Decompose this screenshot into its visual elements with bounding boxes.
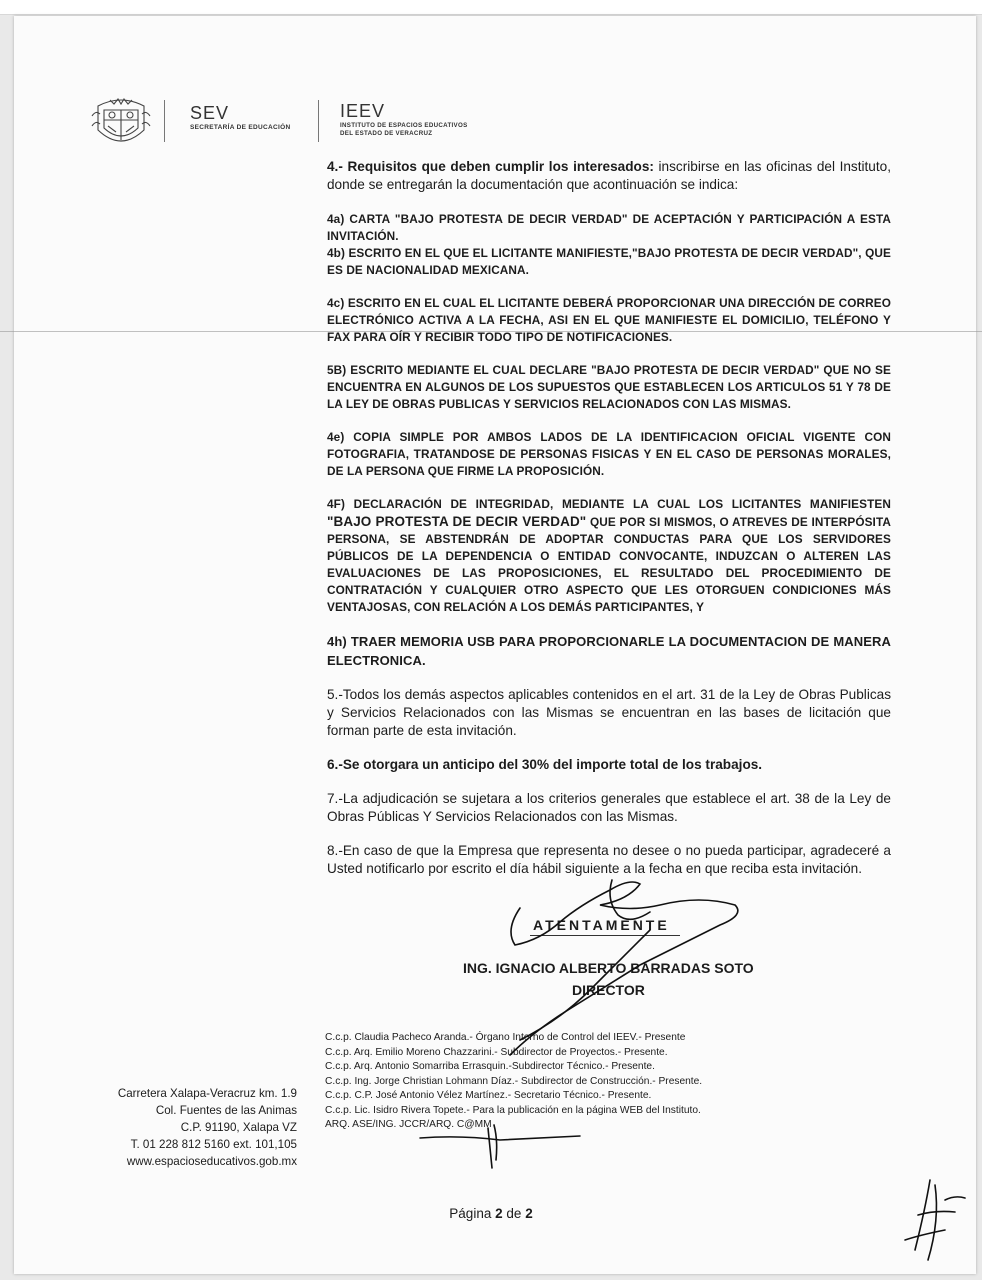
section-7: 7.-La adjudicación se sujetara a los criterios generales que establece el art. 38 de la Ley de Obras Públicas Y Servicios Relacionados con las Mismas. — [327, 791, 891, 824]
header-divider — [164, 100, 165, 142]
section-5: 5.-Todos los demás aspectos aplicables contenidos en el art. 31 de la Ley de Obras Publicas y Servicios Relacionados con las Mismas se encuentran en las bases de licitación que forman parte de esta invitación. — [327, 687, 891, 738]
section-4e: 4e) COPIA SIMPLE POR AMBOS LADOS DE LA IDENTIFICACION OFICIAL VIGENTE CON FOTOGRAFIA, TRATANDOSE DE PERSONAS FISICAS Y EN EL CASO DE PERSONAS MORALES, DE LA PERSONA QUE FIRME LA PROPOSICIÓN. — [327, 430, 891, 478]
signer-name: ING. IGNACIO ALBERTO BARRADAS SOTO — [463, 960, 754, 976]
ieev-title: IEEV — [340, 101, 386, 121]
ccp-list — [325, 1031, 702, 1133]
address-line: Col. Fuentes de las Animas — [155, 1104, 297, 1117]
address-website: www.espacioseducativos.gob.mx — [126, 1155, 297, 1168]
ccp-item: C.c.p. Ing. Jorge Christian Lohmann Díaz.- Subdirector de Construcción.- Presente. — [325, 1075, 703, 1087]
ccp-item: C.c.p. Arq. Antonio Somarriba Errasquin.-Subdirector Técnico.- Presente. — [325, 1061, 655, 1072]
closing-atentamente: ATENTAMENTE — [533, 917, 670, 933]
ieev-subtitle: DEL ESTADO DE VERACRUZ — [340, 130, 433, 137]
section-4f-part2: QUE POR SI MISMOS, O ATREVES DE INTERPÓSITA PERSONA, SE ABSTENDRÁN DE ADOPTAR CONDUCTAS PARA QUE LOS SERVIDORES PÚBLICOS DE LA DEPENDENCIA O ENTIDAD CONVOCANTE, INDUZCAN O ALTEREN LAS EVALUACIONES DE LAS PROPOSICIONES, EL RESULTADO DEL PROCEDIMIENTO DE CONTRATACIÓN Y CUALQUIER OTRO ASPECTO QUE LES OTORGUEN CONDICIONES MÁS VENTAJOSAS, CON RELACIÓN A LOS DEMÁS PARTICIPANTES, Y — [327, 515, 891, 614]
section-4a: 4a) CARTA "BAJO PROTESTA DE DECIR VERDAD" DE ACEPTACIÓN Y PARTICIPACIÓN A ESTA INVITACIÓN. — [327, 212, 891, 243]
page-number — [0, 1206, 982, 1221]
section-5b: 5B) ESCRITO MEDIANTE EL CUAL DECLARE "BAJO PROTESTA DE DECIR VERDAD" QUE NO SE ENCUENTRA EN ALGUNOS DE LOS SUPUESTOS QUE ESTABLECEN LOS ARTICULOS 51 Y 78 DE LA LEY DE OBRAS PUBLICAS Y SERVICIOS RELACIONADOS CON LAS MISMAS. — [327, 363, 891, 411]
section-4b: 4b) ESCRITO EN EL QUE EL LICITANTE MANIFIESTE,"BAJO PROTESTA DE DECIR VERDAD", QUE ES DE NACIONALIDAD MEXICANA. — [327, 246, 891, 277]
section-8: 8.-En caso de que la Empresa que representa no desee o no pueda participar, agradeceré a Usted notificarlo por escrito el día hábil siguiente a la fecha en que reciba esta invitación. — [327, 843, 891, 876]
section-4f-emphasis: "BAJO PROTESTA DE DECIR VERDAD" — [327, 514, 587, 529]
office-address — [60, 1085, 297, 1170]
section-4c: 4c) ESCRITO EN EL CUAL EL LICITANTE DEBERÁ PROPORCIONAR UNA DIRECCIÓN DE CORREO ELECTRÓNICO ACTIVA A LA FECHA, ASI EN EL QUE MANIFIESTE EL DOMICILIO, TELÉFONO Y FAX PARA OÍR Y RECIBIR TODO TIPO DE NOTIFICACIONES. — [327, 296, 891, 344]
section-4-heading: 4.- Requisitos que deben cumplir los interesados: — [327, 159, 654, 174]
page-word: Página — [449, 1206, 492, 1221]
header-divider — [318, 100, 319, 142]
section-4f-part1: 4F) DECLARACIÓN DE INTEGRIDAD, MEDIANTE LA CUAL LOS LICITANTES MANIFIESTEN — [327, 497, 891, 511]
section-4f — [327, 496, 891, 616]
ccp-item: C.c.p. Arq. Emilio Moreno Chazzarini.- Subdirector de Proyectos.- Presente. — [325, 1046, 668, 1058]
section-6: 6.-Se otorgara un anticipo del 30% del importe total de los trabajos. — [327, 757, 763, 772]
signature-line — [530, 935, 680, 936]
section-4h: 4h) TRAER MEMORIA USB PARA PROPORCIONARLE LA DOCUMENTACION DE MANERA ELECTRONICA. — [327, 634, 891, 668]
page-total: 2 — [525, 1206, 533, 1221]
veracruz-seal-icon — [90, 96, 152, 148]
ieev-subtitle: INSTITUTO DE ESPACIOS EDUCATIVOS — [340, 122, 468, 129]
ccp-item: C.c.p. C.P. José Antonio Vélez Martínez.- Secretario Técnico.- Presente. — [325, 1090, 652, 1101]
top-strip — [0, 0, 982, 15]
signer-title: DIRECTOR — [572, 982, 645, 998]
page-current: 2 — [495, 1206, 503, 1221]
address-line: Carretera Xalapa-Veracruz km. 1.9 — [117, 1087, 297, 1100]
address-line: C.P. 91190, Xalapa VZ — [180, 1121, 297, 1134]
ccp-item: C.c.p. Claudia Pacheco Aranda.- Órgano Interno de Control del IEEV.- Presente — [325, 1032, 686, 1043]
sev-title: SEV — [190, 103, 230, 123]
page-of-word: de — [506, 1206, 522, 1221]
section-4 — [327, 158, 891, 194]
ccp-item: C.c.p. Lic. Isidro Rivera Topete.- Para la publicación en la página WEB del Instituto. — [325, 1104, 701, 1116]
document-body — [327, 158, 891, 878]
address-phone: T. 01 228 812 5160 ext. 101,105 — [130, 1138, 297, 1151]
ccp-initials: ARQ. ASE/ING. JCCR/ARQ. C@MM — [325, 1119, 492, 1130]
section-4-text: inscribirse en las oficinas del Instituto, donde se entregarán la documentación que acontinuación se indica: — [327, 159, 891, 192]
sev-subtitle: SECRETARÍA DE EDUCACIÓN — [190, 124, 291, 131]
